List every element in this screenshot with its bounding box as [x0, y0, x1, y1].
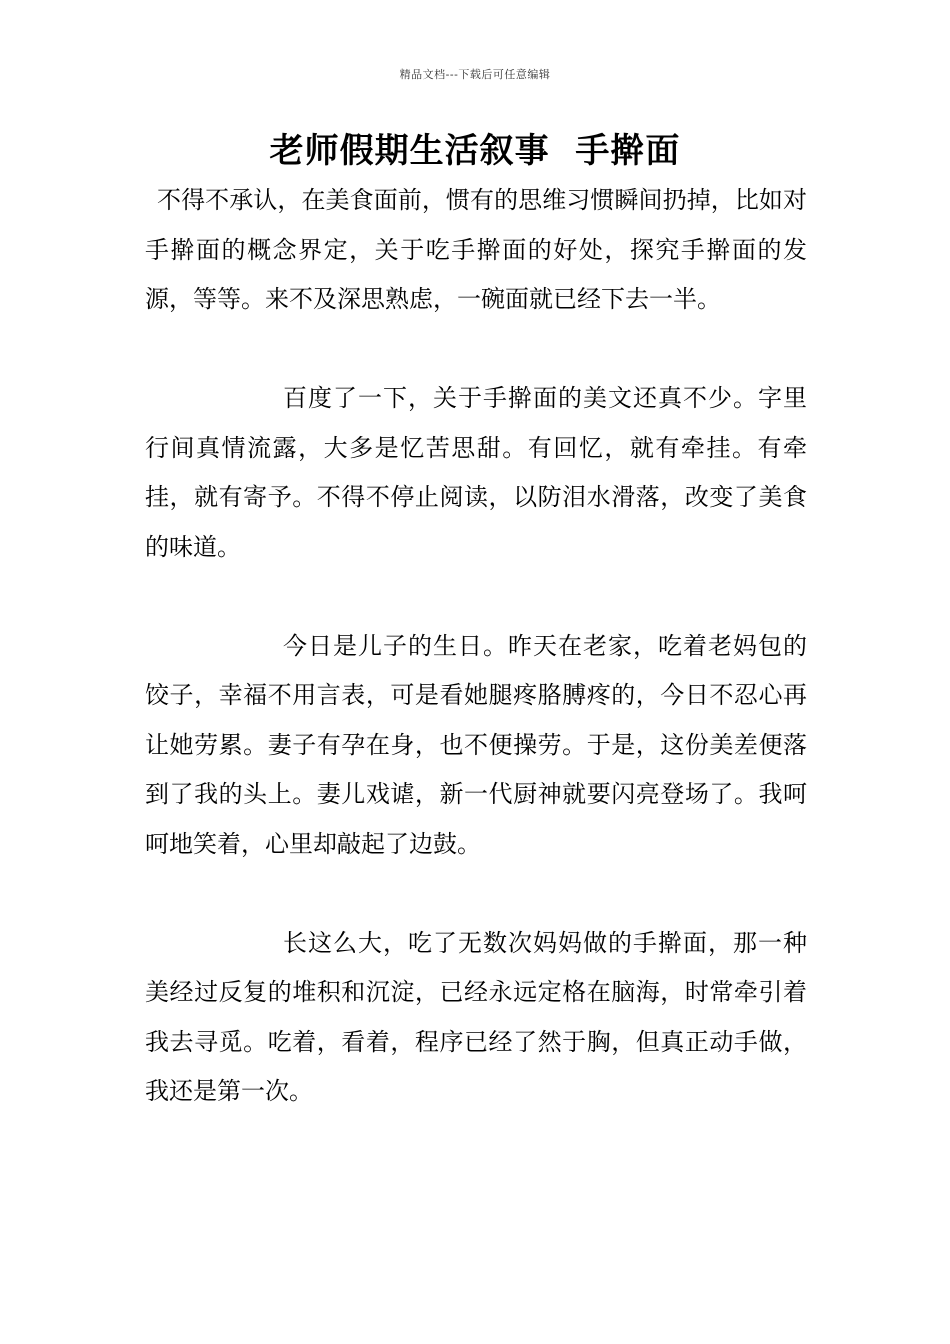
header-note: 精品文档---下载后可任意编辑: [399, 68, 551, 81]
document-title: 老师假期生活叙事 手擀面: [269, 131, 681, 171]
paragraph-2: 百度了一下，关于手擀面的美文还真不少。字里行间真情流露，大多是忆苦思甜。有回忆，就有牵挂。有牵挂，就有寄予。不得不停止阅读，以防泪水滑落，改变了美食的味道。: [145, 384, 807, 561]
paragraph-spacer: [145, 869, 807, 919]
paragraph-3: 今日是儿子的生日。昨天在老家，吃着老妈包的饺子，幸福不用言表，可是看她腿疼胳膊疼的，今日不忍心再让她劳累。妻子有孕在身，也不便操劳。于是，这份美差便落到了我的头上。妻儿戏谑，新一代厨神就要闪亮登场了。我呵呵地笑着，心里却敲起了边鼓。: [145, 631, 807, 858]
document-body: [145, 176, 807, 1117]
paragraph-1: 不得不承认，在美食面前，惯有的思维习惯瞬间扔掉，比如对手擀面的概念界定，关于吃手擀面的好处，探究手擀面的发源，等等。来不及深思熟虑，一碗面就已经下去一半。: [145, 186, 807, 313]
paragraph-spacer: [145, 325, 807, 375]
paragraph-4: 长这么大，吃了无数次妈妈做的手擀面，那一种美经过反复的堆积和沉淀，已经永远定格在脑海，时常牵引着我去寻觅。吃着，看着，程序已经了然于胸，但真正动手做，我还是第一次。: [145, 928, 807, 1105]
paragraph-spacer: [145, 572, 807, 622]
